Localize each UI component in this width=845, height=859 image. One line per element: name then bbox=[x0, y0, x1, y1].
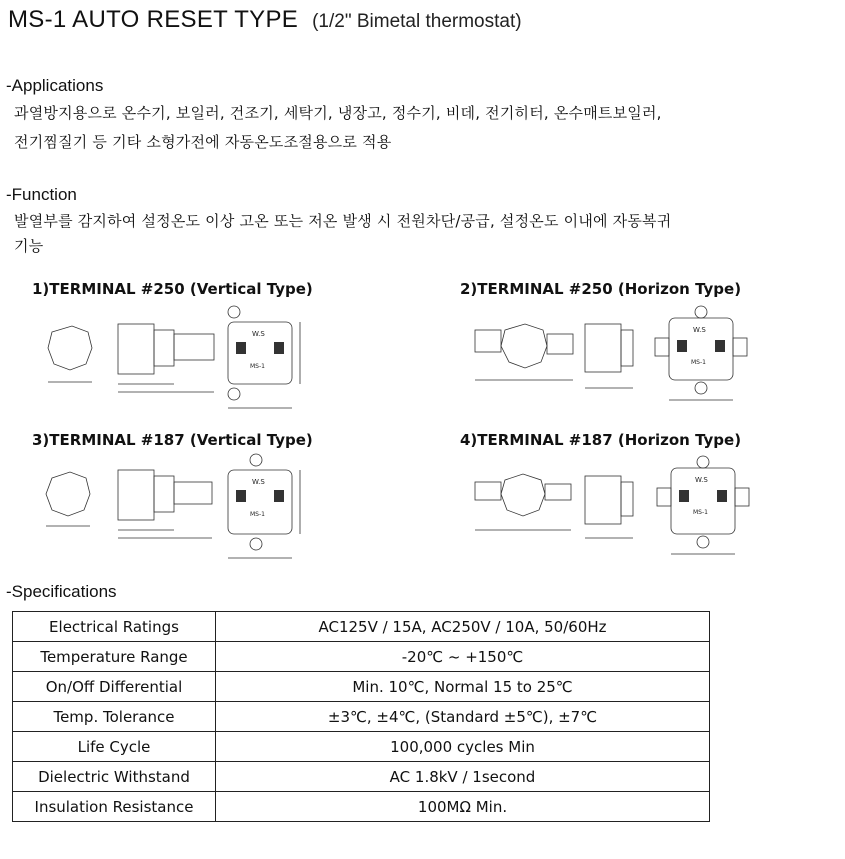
applications-text bbox=[14, 99, 814, 157]
table-row bbox=[13, 792, 710, 822]
spec-label: Temp. Tolerance bbox=[13, 702, 216, 732]
table-row bbox=[13, 612, 710, 642]
title-main: MS-1 AUTO RESET TYPE bbox=[8, 6, 299, 33]
diagram-title-2: 2)TERMINAL #250 (Horizon Type) bbox=[460, 280, 742, 298]
drawing-vertical-187 bbox=[20, 450, 320, 570]
spec-value: 100,000 cycles Min bbox=[216, 732, 710, 762]
spec-value: AC125V / 15A, AC250V / 10A, 50/60Hz bbox=[216, 612, 710, 642]
table-row bbox=[13, 642, 710, 672]
specifications-table bbox=[12, 611, 710, 822]
drawing-model-3: MS-1 bbox=[250, 511, 265, 518]
drawing-label-2: W.S bbox=[693, 326, 706, 334]
diagram-title-1: 1)TERMINAL #250 (Vertical Type) bbox=[32, 280, 313, 298]
spec-label: Electrical Ratings bbox=[13, 612, 216, 642]
function-heading: -Function bbox=[6, 185, 77, 204]
technical-drawing-4 bbox=[465, 450, 765, 570]
applications-heading: -Applications bbox=[6, 76, 104, 95]
function-line-1: 발열부를 감지하여 설정온도 이상 고온 또는 저온 발생 시 전원차단/공급, 설정온도 이내에 자동복귀 bbox=[14, 212, 672, 230]
drawing-vertical-250 bbox=[20, 300, 320, 420]
spec-label: Dielectric Withstand bbox=[13, 762, 216, 792]
spec-label: On/Off Differential bbox=[13, 672, 216, 702]
applications-line-2: 전기찜질기 등 기타 소형가전에 자동온도조절용으로 적용 bbox=[14, 133, 392, 151]
drawing-model-1: MS-1 bbox=[250, 363, 265, 370]
title-subtitle: (1/2" Bimetal thermostat) bbox=[312, 11, 522, 32]
drawing-label-4: W.S bbox=[695, 476, 708, 484]
technical-drawing-2 bbox=[465, 300, 765, 420]
table-row bbox=[13, 672, 710, 702]
diagram-title-3: 3)TERMINAL #187 (Vertical Type) bbox=[32, 431, 313, 449]
drawing-model-4: MS-1 bbox=[693, 509, 708, 516]
spec-label: Insulation Resistance bbox=[13, 792, 216, 822]
spec-value: AC 1.8kV / 1second bbox=[216, 762, 710, 792]
spec-label: Temperature Range bbox=[13, 642, 216, 672]
table-row bbox=[13, 732, 710, 762]
drawing-horizon-250 bbox=[465, 300, 765, 420]
function-text bbox=[14, 209, 814, 259]
spec-value: 100MΩ Min. bbox=[216, 792, 710, 822]
spec-value: -20℃ ~ +150℃ bbox=[216, 642, 710, 672]
drawing-label-3: W.S bbox=[252, 478, 265, 486]
drawing-model-2: MS-1 bbox=[691, 359, 706, 366]
page-title bbox=[8, 6, 522, 34]
spec-value: ±3℃, ±4℃, (Standard ±5℃), ±7℃ bbox=[216, 702, 710, 732]
diagram-title-4: 4)TERMINAL #187 (Horizon Type) bbox=[460, 431, 742, 449]
specifications-heading: -Specifications bbox=[6, 582, 117, 601]
technical-drawing-3 bbox=[20, 450, 320, 570]
table-row bbox=[13, 702, 710, 732]
drawing-label-1: W.S bbox=[252, 330, 265, 338]
table-row bbox=[13, 762, 710, 792]
applications-line-1: 과열방지용으로 온수기, 보일러, 건조기, 세탁기, 냉장고, 정수기, 비데, 전기히터, 온수매트보일러, bbox=[14, 104, 662, 122]
spec-label: Life Cycle bbox=[13, 732, 216, 762]
drawing-horizon-187 bbox=[465, 450, 765, 570]
function-line-2: 기능 bbox=[14, 237, 44, 255]
technical-drawing-1 bbox=[20, 300, 320, 420]
spec-value: Min. 10℃, Normal 15 to 25℃ bbox=[216, 672, 710, 702]
